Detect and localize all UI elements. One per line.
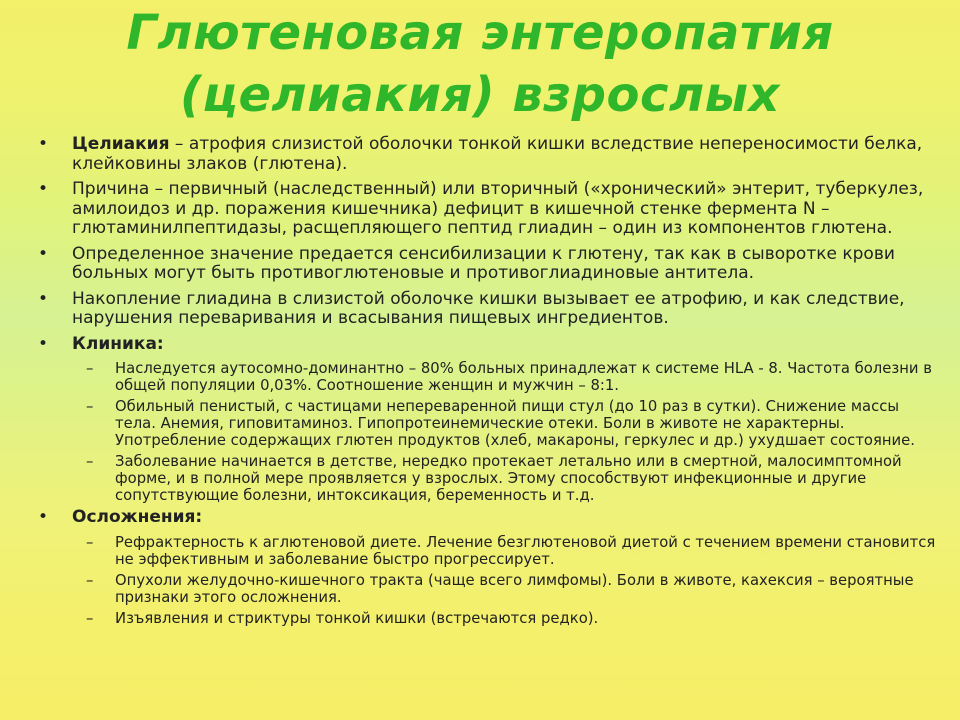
clinic-subitem-inheritance [38, 360, 938, 394]
term-celiac: Целиакия [72, 134, 170, 154]
bullet-text: Определенное значение предается сенсибилизации к глютену, так как в сыворотке крови больных могут быть противоглютеновые и противоглиадиновые антитела. [72, 243, 895, 283]
complications-heading: Осложнения: [72, 507, 203, 527]
title-line-2: (целиакия) взрослых [179, 67, 780, 123]
clinic-subitem-symptoms [38, 398, 938, 449]
dash-marker: – [86, 609, 94, 627]
subitem-text: Обильный пенистый, с частицами непереваренной пищи стул (до 10 раз в сутки). Снижение массы тела. Анемия, гиповитаминоз. Гипопротеинемические отеки. Боли в животе не характерны. Употребление содержащих глютен продуктов (хлеб, макароны, геркулес и др.) ухудшает состояние. [115, 398, 915, 449]
dash-marker: – [86, 533, 94, 551]
bullet-item-celiac-definition [38, 135, 938, 174]
bullet-text: Причина – первичный (наследственный) или вторичный («хронический» энтерит, туберкулез, амилоидоз и др. поражения кишечника) дефицит в кишечной стенке фермента N – глютаминилпептидазы, расщепляющего пептид глиадин – один из компонентов глютена. [72, 179, 924, 238]
clinic-subitem-onset [38, 453, 938, 504]
complication-subitem-refractory [38, 534, 938, 568]
complication-subitem-tumors [38, 572, 938, 606]
bullet-text: Накопление глиадина в слизистой оболочке кишки вызывает ее атрофию, и как следствие, нарушения переваривания и всасывания пищевых ингредиентов. [72, 288, 905, 328]
subitem-text: Изъявления и стриктуры тонкой кишки (встречаются редко). [115, 609, 599, 627]
dash-marker: – [86, 571, 94, 589]
complication-subitem-ulcers [38, 610, 938, 627]
subitem-text: Заболевание начинается в детстве, нередко протекает летально или в смертной, малосимптомной форме, и в полной мере проявляется у взрослых. Этому способствуют инфекционные и другие сопутствующие болезни, интоксикация, беременность и т.д. [115, 453, 902, 504]
subitem-text: Опухоли желудочно-кишечного тракта (чаще всего лимфомы). Боли в животе, кахексия – вероятные признаки этого осложнения. [115, 571, 914, 606]
bullet-item-cause [38, 180, 938, 239]
bullet-text: – атрофия слизистой оболочки тонкой кишки вследствие непереносимости белка, клейковины злаков (глютена). [72, 134, 923, 174]
bullet-item-sensitization [38, 245, 938, 284]
bullet-marker: • [38, 507, 49, 527]
bullet-marker: • [38, 179, 49, 199]
bullet-marker: • [38, 288, 49, 309]
dash-marker: – [86, 398, 94, 415]
slide-title [0, 2, 960, 126]
subitem-text: Рефрактерность к аглютеновой диете. Лечение безглютеновой диетой с течением времени становится не эффективным и заболевание быстро прогрессирует. [115, 533, 936, 568]
subitem-text: Наследуется аутосомно-доминантно – 80% больных принадлежат к системе HLA - 8. Частота болезни в общей популяции 0,03%. Соотношение женщин и мужчин – 8:1. [115, 360, 932, 394]
dash-marker: – [86, 360, 94, 377]
bullet-marker: • [38, 243, 49, 264]
bullet-marker: • [38, 333, 49, 354]
dash-marker: – [86, 453, 94, 470]
bullet-item-complications [38, 508, 938, 528]
bullet-item-gliadin-accumulation [38, 290, 938, 329]
slide-content [38, 135, 938, 631]
clinic-heading: Клиника: [72, 333, 164, 354]
title-line-1: Глютеновая энтеропатия [126, 5, 834, 61]
bullet-item-clinic [38, 335, 938, 355]
bullet-marker: • [38, 134, 49, 154]
